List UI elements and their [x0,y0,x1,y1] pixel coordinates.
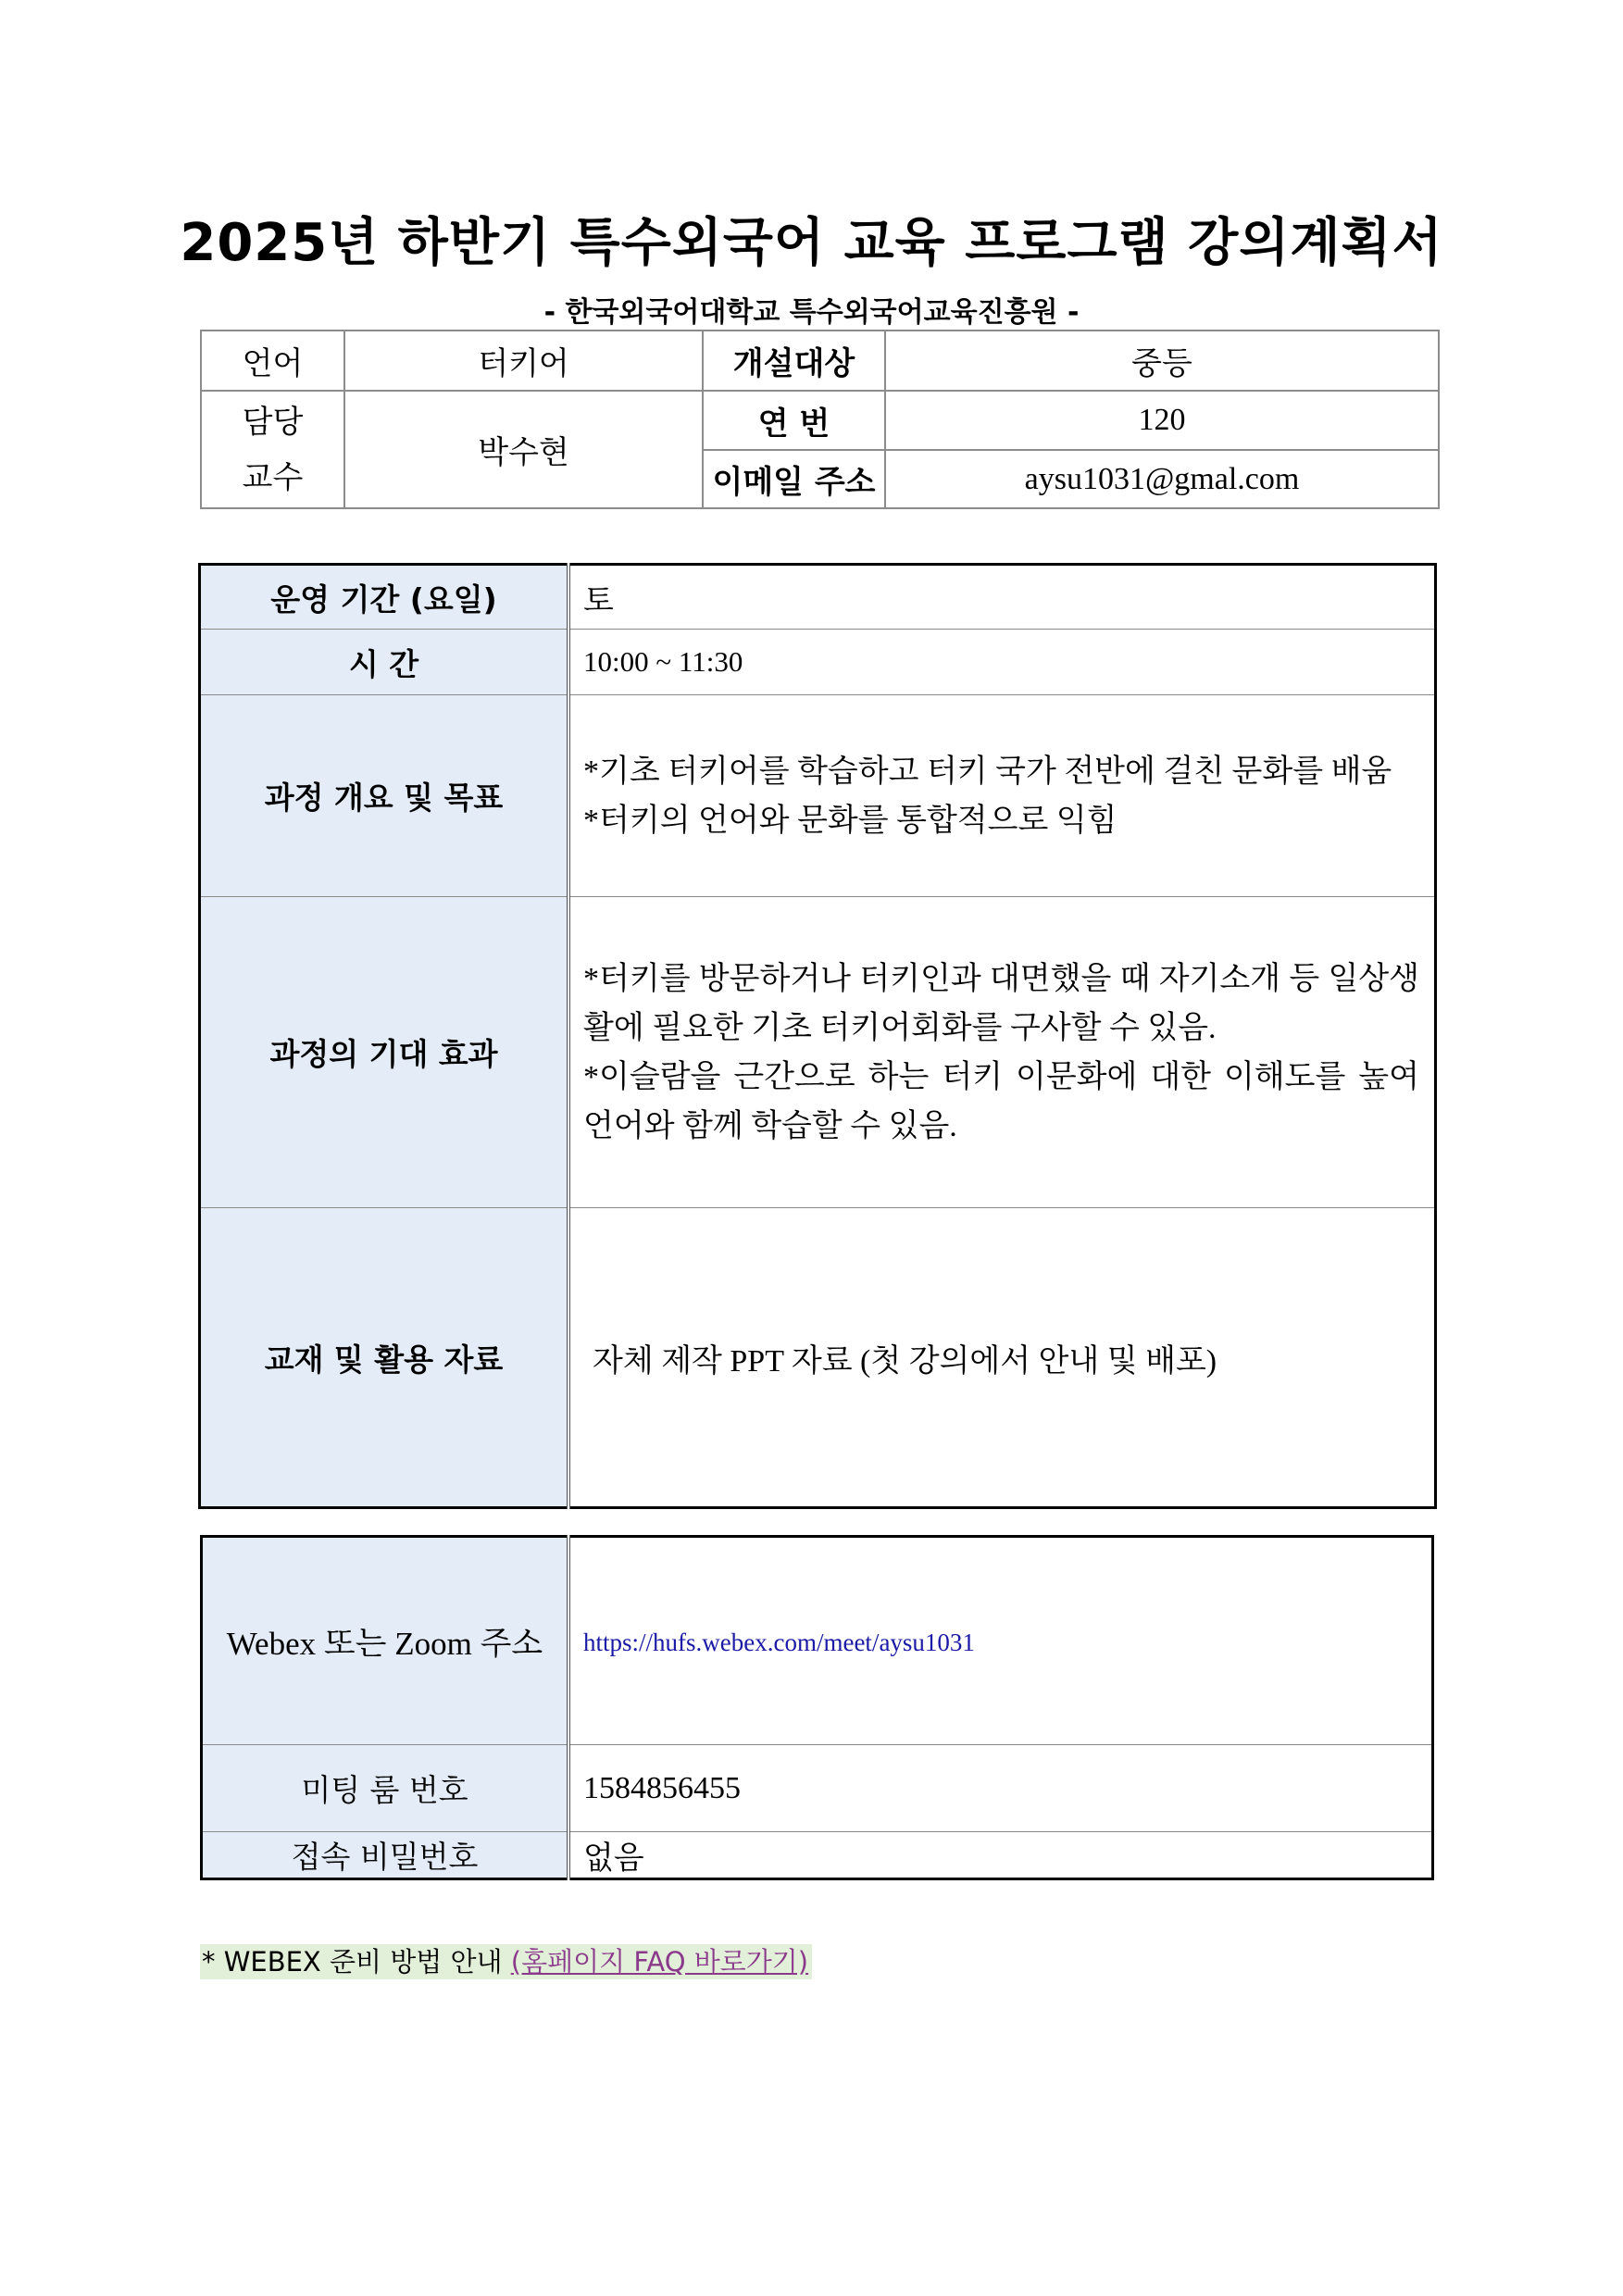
serial-label: 연 번 [703,391,885,450]
effect-value [568,897,1436,1208]
language-label: 언어 [201,331,344,391]
instructor-label-line2: 교수 [242,458,304,496]
overview-label: 과정 개요 및 목표 [200,695,569,897]
overview-line-2: *터키의 언어와 문화를 통합적으로 익힘 [583,803,1117,838]
room-number-label: 미팅 룸 번호 [202,1745,569,1832]
effect-line-1: *터키를 방문하거나 터키인과 대면했을 때 자기소개 등 일상생활에 필요한 기초 터키어회화를 구사할 수 있음. [583,961,1419,1045]
password-label: 접속 비밀번호 [202,1832,569,1879]
materials-value: 자체 제작 PPT 자료 (첫 강의에서 안내 및 배포) [568,1208,1436,1508]
period-value: 토 [568,565,1436,630]
effect-line-2: *이슬람을 근간으로 하는 터키 이문화에 대한 이해도를 높여 언어와 함께 학습할 수 있음. [583,1059,1419,1143]
meeting-url-label [202,1537,569,1745]
overview-line-1: *기초 터키어를 학습하고 터키 국가 전반에 걸친 문화를 배움 [583,754,1392,789]
meeting-url-link[interactable]: https://hufs.webex.com/meet/aysu1031 [583,1628,975,1656]
effect-label: 과정의 기대 효과 [200,897,569,1208]
document-subtitle: - 한국외국어대학교 특수외국어교육진흥원 - [543,296,1080,329]
instructor-label [201,391,344,508]
target-label: 개설대상 [703,331,885,391]
meeting-url-label-text: Webex 또는 Zoom 주소 [226,1625,543,1662]
email-label: 이메일 주소 [703,450,885,508]
faq-link[interactable]: (홈페이지 FAQ 바로가기) [510,1946,809,1978]
instructor-label-line1: 담당 [242,403,304,441]
meeting-url-cell [568,1537,1433,1745]
target-value: 중등 [885,331,1439,391]
webex-guide-text: * WEBEX 준비 방법 안내 [202,1946,511,1978]
course-details-table [198,563,1437,1509]
course-info-table [200,330,1440,509]
document-title: 2025년 하반기 특수외국어 교육 프로그램 강의계획서 [180,213,1443,273]
password-value: 없음 [568,1832,1433,1879]
instructor-value: 박수현 [344,391,703,508]
materials-label: 교재 및 활용 자료 [200,1208,569,1508]
online-class-table [200,1535,1434,1880]
email-value: aysu1031@gmal.com [885,450,1439,508]
webex-guide-note [200,1944,812,1979]
time-label: 시 간 [200,630,569,695]
language-value: 터키어 [344,331,703,391]
period-label: 운영 기간 (요일) [200,565,569,630]
overview-value [568,695,1436,897]
room-number-value: 1584856455 [568,1745,1433,1832]
serial-value: 120 [885,391,1439,450]
time-value: 10:00 ~ 11:30 [568,630,1436,695]
